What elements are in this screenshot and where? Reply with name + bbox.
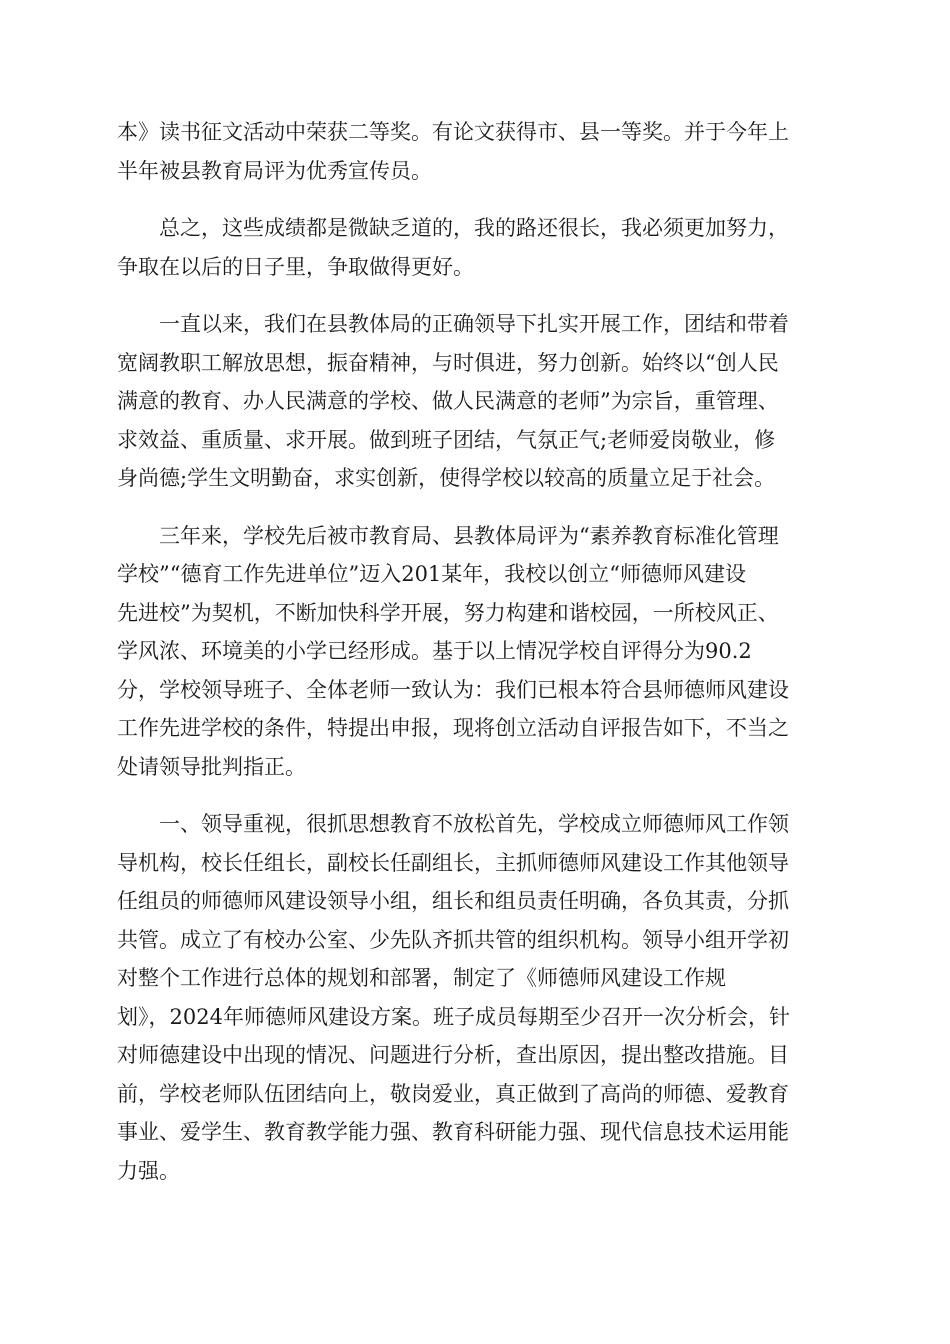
text-line: 求效益、重质量、求开展。做到班子团结，气氛正气;老师爱岗敬业，修 <box>117 427 776 452</box>
text-line: 分，学校领导班子、全体老师一致认为：我们已根本符合县师德师风建设 <box>117 677 789 702</box>
text-line: 对师德建设中出现的情况、问题进行分析，查出原因，提出整改措施。目 <box>117 1043 789 1067</box>
paragraph-p2 <box>117 209 835 286</box>
text-line: 总之，这些成绩都是微缺乏道的，我的路还很长，我必须更加努力， <box>159 216 789 240</box>
text-line: 争取在以后的日子里，争取做得更好。 <box>117 254 474 279</box>
document-body <box>117 113 835 1209</box>
text-line: 前，学校老师队伍团结向上，敬岗爱业，真正做到了高尚的师德、爱教育 <box>117 1081 789 1106</box>
text-line: 对整个工作进行总体的规划和部署，制定了《师德师风建设工作规 <box>117 966 726 990</box>
text-line: 本》读书征文活动中荣获二等奖。有论文获得市、县一等奖。并于今年上 <box>117 120 789 144</box>
text-line: 工作先进学校的条件，特提出申报，现将创立活动自评报告如下，不当之 <box>117 716 789 740</box>
text-line: 学校”“德育工作先进单位”迈入201某年，我校以创立“师德师风建设 <box>117 562 747 586</box>
text-line: 处请领导批判指正。 <box>117 754 306 779</box>
paragraph-p1 <box>117 113 835 190</box>
text-line: 力强。 <box>117 1158 180 1183</box>
text-line: 三年来，学校先后被市教育局、县教体局评为“素养教育标准化管理 <box>159 523 779 548</box>
text-line: 一、领导重视，很抓思想教育不放松首先，学校成立师德师风工作领 <box>159 812 789 836</box>
paragraph-p3 <box>117 305 835 498</box>
text-line: 任组员的师德师风建设领导小组，组长和组员责任明确，各负其责，分抓 <box>117 889 789 913</box>
text-line: 一直以来，我们在县教体局的正确领导下扎实开展工作，团结和带着 <box>159 312 789 336</box>
text-line: 满意的教育、办人民满意的学校、做人民满意的老师”为宗旨，重管理、 <box>117 389 779 413</box>
text-line: 半年被县教育局评为优秀宣传员。 <box>117 158 432 183</box>
text-line: 导机构，校长任组长，副校长任副组长，主抓师德师风建设工作其他领导 <box>117 850 789 875</box>
text-line: 身尚德;学生文明勤奋，求实创新，使得学校以较高的质量立足于社会。 <box>117 466 776 490</box>
text-line: 学风浓、环境美的小学已经形成。基于以上情况学校自评得分为90.2 <box>117 639 752 663</box>
paragraph-p4 <box>117 517 835 787</box>
text-line: 先进校”为契机，不断加快科学开展，努力构建和谐校园，一所校风正、 <box>117 600 779 625</box>
paragraph-p5 <box>117 805 835 1190</box>
text-line: 事业、爱学生、教育教学能力强、教育科研能力强、现代信息技术运用能 <box>117 1120 789 1144</box>
text-line: 宽阔教职工解放思想，振奋精神，与时俱进，努力创新。始终以“创人民 <box>117 350 779 375</box>
text-line: 划》，2024年师德师风建设方案。班子成员每期至少召开一次分析会，针 <box>117 1004 790 1029</box>
text-line: 共管。成立了有校办公室、少先队齐抓共管的组织机构。领导小组开学初 <box>117 927 789 952</box>
